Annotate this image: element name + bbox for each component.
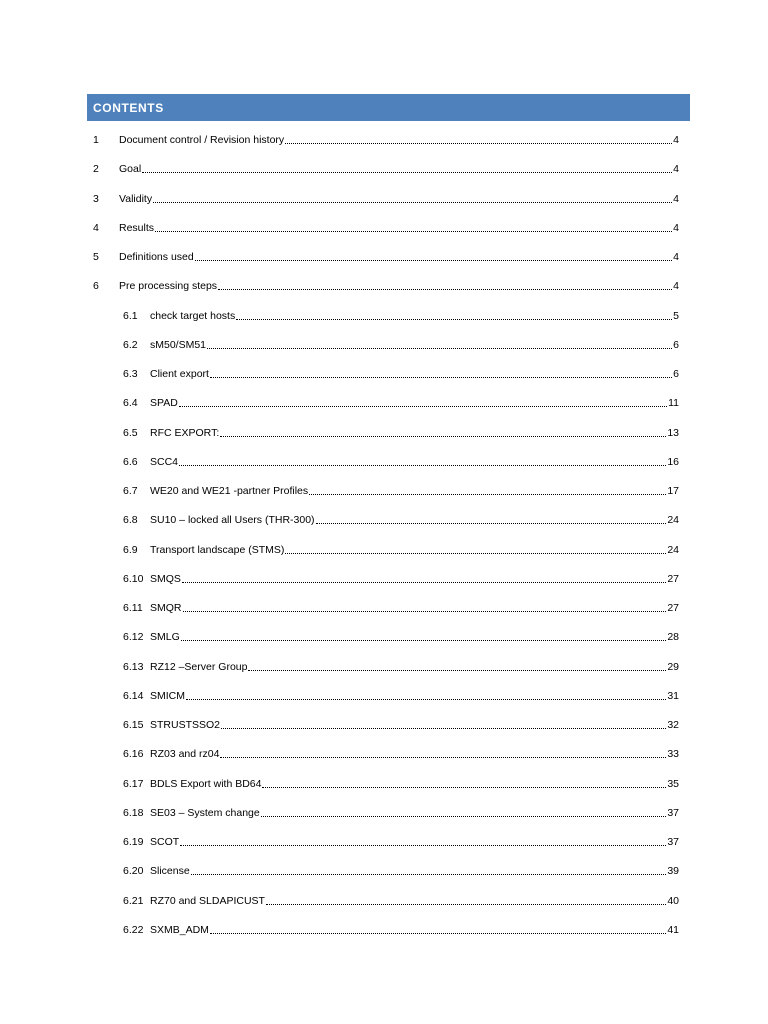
toc-entry-title[interactable]: Transport landscape (STMS) bbox=[150, 543, 285, 556]
toc-dot-leader bbox=[221, 726, 666, 729]
toc-entry-page-number[interactable]: 24 bbox=[667, 514, 679, 527]
toc-entry[interactable] bbox=[123, 716, 679, 732]
toc-entry[interactable] bbox=[123, 658, 679, 674]
toc-dot-leader bbox=[142, 170, 672, 173]
toc-entry[interactable] bbox=[123, 336, 679, 352]
toc-entry-title[interactable]: SMQR bbox=[150, 602, 182, 614]
toc-entry-page-number[interactable]: 6 bbox=[673, 368, 679, 380]
toc-entry-title[interactable]: WE20 and WE21 -partner Profiles bbox=[150, 485, 309, 497]
toc-entry-page-number[interactable]: 37 bbox=[667, 836, 679, 848]
toc-entry-number: 6.16 bbox=[123, 748, 144, 761]
toc-entry-page-number[interactable]: 4 bbox=[673, 221, 679, 234]
toc-entry-page-number[interactable]: 4 bbox=[673, 280, 679, 293]
toc-entry-number: 6.18 bbox=[123, 806, 144, 819]
toc-entry-number: 3 bbox=[93, 192, 99, 205]
toc-entry-page-number[interactable]: 16 bbox=[667, 455, 679, 468]
toc-entry-page-number[interactable]: 40 bbox=[667, 894, 679, 907]
toc-entry-page-number[interactable]: 28 bbox=[667, 631, 679, 644]
toc-dot-leader bbox=[182, 580, 666, 583]
toc-entry-number: 6 bbox=[93, 280, 99, 293]
toc-entry-title[interactable]: SMLG bbox=[150, 631, 180, 644]
toc-entry-page-number[interactable]: 11 bbox=[668, 397, 679, 410]
toc-entry-page-number[interactable]: 24 bbox=[667, 543, 679, 556]
toc-entry-number: 6.1 bbox=[123, 309, 138, 322]
toc-entry-number: 6.19 bbox=[123, 836, 144, 848]
toc-entry[interactable] bbox=[93, 190, 679, 206]
toc-entry-number: 6.10 bbox=[123, 572, 144, 585]
toc-dot-leader bbox=[218, 287, 672, 290]
toc-entry-number: 6.12 bbox=[123, 631, 144, 644]
toc-entry-number: 2 bbox=[93, 163, 99, 176]
toc-entry-number: 6.4 bbox=[123, 397, 138, 410]
toc-dot-leader bbox=[180, 843, 666, 846]
toc-entry-page-number[interactable]: 6 bbox=[673, 338, 679, 351]
toc-dot-leader bbox=[181, 638, 667, 641]
toc-entry[interactable] bbox=[123, 365, 679, 381]
toc-dot-leader bbox=[183, 609, 667, 612]
toc-dot-leader bbox=[266, 902, 666, 905]
toc-dot-leader bbox=[220, 434, 666, 437]
toc-entry[interactable] bbox=[123, 833, 679, 849]
toc-entry-number: 6.3 bbox=[123, 368, 138, 380]
toc-dot-leader bbox=[248, 668, 666, 671]
toc-entry[interactable] bbox=[123, 394, 679, 410]
toc-entry-title[interactable]: SPAD bbox=[150, 397, 178, 410]
toc-entry[interactable] bbox=[123, 570, 679, 586]
toc-entry[interactable] bbox=[123, 921, 679, 937]
toc-entry-title[interactable]: SMQS bbox=[150, 572, 181, 585]
toc-entry-number: 1 bbox=[93, 134, 99, 146]
toc-entry-number: 6.2 bbox=[123, 338, 138, 351]
toc-entry-title[interactable]: RFC EXPORT: bbox=[150, 426, 220, 439]
toc-dot-leader bbox=[309, 492, 666, 495]
toc-entry-page-number[interactable]: 4 bbox=[673, 192, 679, 205]
toc-dot-leader bbox=[210, 375, 672, 378]
toc-entry-page-number[interactable]: 31 bbox=[667, 689, 679, 702]
toc-entry-title[interactable]: SXMB_ADM bbox=[150, 923, 209, 936]
toc-entry-title[interactable]: sM50/SM51 bbox=[150, 338, 207, 351]
toc-entry-number: 6.20 bbox=[123, 865, 144, 878]
toc-entry[interactable] bbox=[123, 745, 679, 761]
toc-dot-leader bbox=[179, 404, 667, 407]
toc-entry[interactable] bbox=[123, 482, 679, 498]
toc-dot-leader bbox=[207, 346, 672, 349]
toc-entry-title[interactable]: STRUSTSSO2 bbox=[150, 719, 221, 731]
toc-entry-title[interactable]: Pre processing steps bbox=[119, 280, 218, 293]
toc-dot-leader bbox=[191, 872, 667, 875]
toc-entry-title[interactable]: SMICM bbox=[150, 689, 185, 702]
toc-entry-number: 6.5 bbox=[123, 426, 138, 439]
toc-entry-title[interactable]: Document control / Revision history bbox=[119, 134, 285, 146]
toc-dot-leader bbox=[262, 785, 666, 788]
toc-entry-number: 5 bbox=[93, 251, 99, 263]
toc-entry-title[interactable]: SE03 – System change bbox=[150, 806, 260, 819]
toc-entry-title[interactable]: Results bbox=[119, 221, 155, 234]
toc-dot-leader bbox=[285, 551, 666, 554]
toc-entry-number: 6.13 bbox=[123, 660, 144, 673]
toc-entry[interactable] bbox=[123, 862, 679, 878]
toc-entry-number: 6.8 bbox=[123, 514, 138, 527]
toc-entry[interactable] bbox=[123, 687, 679, 703]
toc-dot-leader bbox=[179, 463, 666, 466]
toc-dot-leader bbox=[261, 814, 667, 817]
toc-entry-page-number[interactable]: 17 bbox=[667, 485, 679, 497]
toc-entry-number: 6.22 bbox=[123, 923, 144, 936]
toc-dot-leader bbox=[236, 317, 672, 320]
toc-entry[interactable] bbox=[123, 599, 679, 615]
toc-entry[interactable] bbox=[93, 277, 679, 293]
toc-dot-leader bbox=[195, 258, 672, 261]
toc-entry[interactable] bbox=[123, 511, 679, 527]
toc-entry-number: 6.11 bbox=[123, 602, 143, 614]
toc-entry[interactable] bbox=[123, 804, 679, 820]
toc-entry-title[interactable]: Client export bbox=[150, 368, 209, 380]
toc-entry-page-number[interactable]: 27 bbox=[667, 572, 679, 585]
toc-entry-number: 6.21 bbox=[123, 894, 144, 907]
toc-entry-page-number[interactable]: 4 bbox=[673, 251, 679, 263]
toc-entry-title[interactable]: SU10 – locked all Users (THR-300) bbox=[150, 514, 315, 527]
toc-entry-title[interactable]: SCOT bbox=[150, 836, 180, 848]
toc-entry-page-number[interactable]: 41 bbox=[667, 923, 679, 936]
toc-entry[interactable] bbox=[93, 219, 679, 235]
toc-entry-number: 6.14 bbox=[123, 689, 144, 702]
toc-entry[interactable] bbox=[123, 775, 679, 791]
toc-entry-title[interactable]: RZ70 and SLDAPICUST bbox=[150, 894, 265, 907]
toc-dot-leader bbox=[210, 931, 666, 934]
toc-entry-page-number[interactable]: 35 bbox=[667, 777, 679, 790]
toc-entry-title[interactable]: Definitions used bbox=[119, 251, 194, 263]
toc-dot-leader bbox=[186, 697, 666, 700]
toc-entry-title[interactable]: BDLS Export with BD64 bbox=[150, 777, 262, 790]
toc-entry-title[interactable]: RZ03 and rz04 bbox=[150, 748, 220, 761]
toc-entry[interactable] bbox=[123, 307, 679, 323]
toc-entry[interactable] bbox=[93, 248, 679, 264]
toc-entry-page-number[interactable]: 27 bbox=[667, 602, 679, 614]
toc-entry-page-number[interactable]: 39 bbox=[667, 865, 679, 878]
toc-entry-page-number[interactable]: 4 bbox=[673, 163, 679, 176]
toc-entry-page-number[interactable]: 33 bbox=[667, 748, 679, 761]
toc-entry-title[interactable]: SCC4 bbox=[150, 455, 179, 468]
toc-entry-page-number[interactable]: 5 bbox=[673, 309, 679, 322]
toc-entry-number: 4 bbox=[93, 221, 99, 234]
toc-entry-page-number[interactable]: 13 bbox=[667, 426, 679, 439]
toc-dot-leader bbox=[155, 229, 672, 232]
toc-entry-number: 6.15 bbox=[123, 719, 144, 731]
toc-dot-leader bbox=[220, 755, 666, 758]
toc-dot-leader bbox=[153, 200, 672, 203]
toc-entry-number: 6.9 bbox=[123, 543, 138, 556]
toc-entry-page-number[interactable]: 37 bbox=[667, 806, 679, 819]
toc-entry[interactable] bbox=[93, 131, 679, 147]
toc-entry[interactable] bbox=[93, 160, 679, 176]
toc-entry[interactable] bbox=[123, 541, 679, 557]
toc-entry-title[interactable]: Slicense bbox=[150, 865, 190, 878]
toc-entry-title[interactable]: RZ12 –Server Group bbox=[150, 660, 248, 673]
toc-entry[interactable] bbox=[123, 453, 679, 469]
toc-entry[interactable] bbox=[123, 424, 679, 440]
toc-dot-leader bbox=[285, 141, 672, 144]
toc-dot-leader bbox=[316, 521, 667, 524]
toc-entry-title[interactable]: Goal bbox=[119, 163, 142, 176]
toc-entry-page-number[interactable]: 32 bbox=[667, 719, 679, 731]
toc-entry[interactable] bbox=[123, 628, 679, 644]
contents-heading: CONTENTS bbox=[93, 100, 164, 115]
toc-entry-number: 6.7 bbox=[123, 485, 138, 497]
toc-entry-title[interactable]: check target hosts bbox=[150, 309, 236, 322]
toc-entry-title[interactable]: Validity bbox=[119, 192, 153, 205]
toc-entry-number: 6.6 bbox=[123, 455, 138, 468]
toc-entry-page-number[interactable]: 29 bbox=[667, 660, 679, 673]
toc-entry-number: 6.17 bbox=[123, 777, 144, 790]
toc-entry[interactable] bbox=[123, 892, 679, 908]
toc-entry-page-number[interactable]: 4 bbox=[673, 134, 679, 146]
